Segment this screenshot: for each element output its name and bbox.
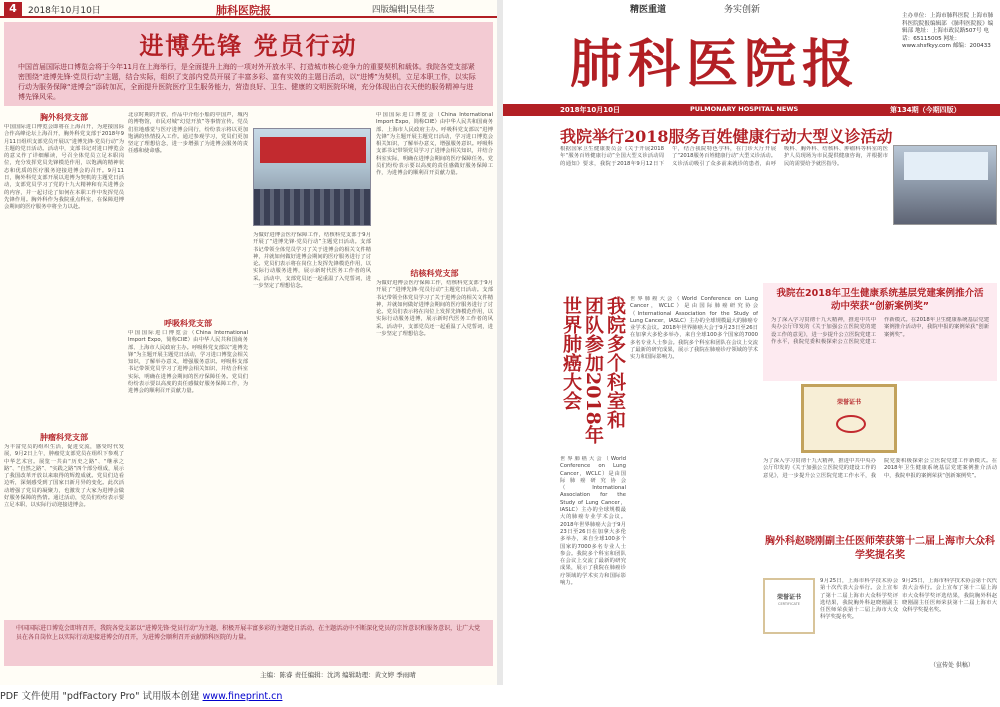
article-science-award: 9月25日，上海市科学技术协会第十次代表大会举行。会上宣布了第十二届上海市大众科学奖评选结果，我院胸外科赵晓刚副主任医师荣获第十二届上海市大众科学奖提名奖。 — [820, 578, 898, 621]
column-respiratory-right: 中国国际进口博览会（China International Import Expo，简称CIIE）由中华人民共和国商务部、上海市人民政府主办。呼吸科党支部以“进博先锋”为主题开展主题党日活动，学习进口博览会相关知识，了解举办意义，增强服务意识。呼吸科支部书记带领党员学习了进博会相关知识，并结合科室实际，明确在进博会期间的医疗保障任务。党员们纷纷表示要以高度的责任感做好服务保障工作，为进博会的顺利召开贡献力量。 — [376, 112, 493, 177]
issue-number: 第134期（今期四版） — [890, 106, 961, 114]
vertical-headline-wclc: 我院多个科室和团队参加2018年世界肺癌大会 — [560, 296, 626, 444]
article-wclc-continued: 世界肺癌大会（World Conference on Lung Cancer，WCLC）是由国际肺癌研究协会（International Association for the Study of Lung Cancer，IASLC）主办的全球规模最大的肺癌专业学术会议。2018年世界肺癌大会于9月23日至26日在加拿大多伦多举办，来自全球100多个国家的7000多名专业人士参会。我院多个科室和团队在会议上交流了最新的研究成果，展示了我院在肺癌诊疗领域的学术实力和国际影响力。 — [560, 456, 626, 587]
column-respiratory-continued: 为做好进博会医疗保障工作，结核科党支部于9月开展了“进博先锋·党员行动”主题党日活动。支部书记带领全体党员学习了关于进博会的相关文件精神，并就如何做好进博会期间的医疗服务进行了讨论。党员们表示将在岗位上发挥先锋模范作用，以实际行动服务进博，展示新时代医务工作者的风采。活动中，支部党员还一起重温了入党誓词，进一步坚定了理想信念。 — [253, 232, 371, 290]
column-oncology-cont: 北京时期的开放，作品中介绍小船的中国声，城内的博物馆，市民对城“幻觉开放”等事情宣传。党员们驻地感觉与医疗进博会同行，纷纷表示将以更加饱满的热情投入工作。通过参观学习，党员们更加坚定了理想信念，进一步增强了为进博会服务的责任感和使命感。 — [128, 112, 248, 155]
page-number: 4 — [4, 2, 22, 16]
headline-party-building-award: 我院在2018年卫生健康系统基层党建案例推介活动中荣获“创新案例奖” — [776, 288, 984, 312]
feature-summary-text: 中国国际进口博览会即将召开，我院各党支部以“进博先锋·党员行动”为主题，积极开展丰富多彩的主题党日活动，在主题活动中不断深化党员的宗旨意识和服务意识，让广大党员在各自岗位上以实际行动迎接进博会的召开，为进博会顺利召开贡献肺科医院的力量。 — [16, 625, 481, 641]
right-page-slogan-right: 务实创新 — [724, 5, 761, 15]
left-page-date: 2018年10月10日 — [28, 6, 101, 16]
section-thoracic: 胸外科党支部 — [40, 113, 88, 122]
feature-summary-box — [4, 620, 493, 666]
pdf-footer-text: PDF 文件使用 "pdfFactory Pro" 试用版本创建 — [0, 691, 203, 702]
left-page-masthead: 肺科医院报 — [216, 4, 271, 17]
science-award-certificate-image — [763, 578, 815, 634]
right-page-masthead: 肺科医院报 — [570, 34, 861, 95]
certificate-seal — [836, 415, 866, 433]
column-thoracic: 中国国际进口博览会即将在上海召开，为迎接国际合作高峰论坛上海召开，胸外科党支部于2018年9月11日组织支部党员开展以“进博先锋·党员行动”为主题的党日活动。活动中，支部书记对进口博览会的意义作了详细解读，号召全体党员立足本职岗位，充分发挥党员先锋模范作用，以饱满的精神状态和优质的医疗服务迎接进博会的召开。9月11日，胸外科党支部开展以进博为契机的主题党日活动，支部党员学习了党的十九大精神和有关进博会的内容，并一起讨论了如何在本职工作中发挥党员先锋作用。胸外科作为我院重点科室，在保障进博会期间的医疗服务中将全力以赴。 — [4, 124, 124, 211]
article-wclc: 世界肺癌大会（World Conference on Lung Cancer，WCLC）是由国际肺癌研究协会（International Association for the Study of Lung Cancer，IASLC）主办的全球规模最大的肺癌专业学术会议。2018年世界肺癌大会于9月23日至26日在加拿大多伦多举办，来自全球100多个国家的7000多名专业人士参会。我院多个科室和团队在会议上交流了最新的研究成果，展示了我院在肺癌诊疗领域的学术实力和国际影响力。 — [630, 296, 758, 361]
pdf-footer-link[interactable]: www.fineprint.cn — [202, 691, 283, 702]
article-science-award-continued: 9月25日，上海市科学技术协会第十次代表大会举行。会上宣布了第十二届上海市大众科学奖评选结果，我院胸外科赵晓刚副主任医师荣获第十二届上海市大众科学奖提名奖。 — [902, 578, 997, 614]
science-award-author: （宣传处 供稿） — [930, 662, 974, 669]
paper-english-name: PULMONARY HOSPITAL NEWS — [690, 105, 799, 113]
column-respiratory: 中国国际进口博览会（China International Import Expo，简称CIIE）由中华人民共和国商务部、上海市人民政府主办。呼吸科党支部以“进博先锋”为主题开展主题党日活动，学习进口博览会相关知识，了解举办意义，增强服务意识。呼吸科支部书记带领党员学习了进博会相关知识，并结合科室实际，明确在进博会期间的医疗保障任务。党员们纷纷表示要以高度的责任感做好服务保障工作，为进博会的顺利召开贡献力量。 — [128, 330, 248, 395]
issue-date: 2018年10月10日 — [560, 106, 620, 114]
feature-intro: 中国首届国际进口博览会将于今年11月在上海举行，是全面提升上海的一项对外开放水平、打造城市核心竞争力的重要契机和载体。我院各党支部紧密围绕“进博先锋·党员行动”主题，结合实际，组织了支部内党员开展了丰富多彩、富有实效的主题日活动，以“进博”为契机，立足本职工作，以实际行动为服务保障“进博会”添砖加瓦，全面提升医院医疗卫生服务能力，营造良好、卫生、健康的文明医院环境，充分体现出白衣天使的服务精神与进博先锋风采。 — [18, 63, 476, 101]
left-page-editor: 四版编辑|吴佳莹 — [372, 5, 435, 15]
section-oncology: 肿瘤科党支部 — [40, 433, 88, 442]
clinic-event-photo — [893, 145, 997, 225]
column-tuberculosis: 为做好进博会医疗保障工作，结核科党支部于9月开展了“进博先锋·党员行动”主题党日活动。支部书记带领全体党员学习了关于进博会的相关文件精神，并就如何做好进博会期间的医疗服务进行了讨论。党员们表示将在岗位上发挥先锋模范作用，以实际行动服务进博，展示新时代医务工作者的风采。活动中，支部党员还一起重温了入党誓词，进一步坚定了理想信念。 — [376, 280, 493, 338]
section-respiratory: 呼吸科党支部 — [164, 319, 212, 328]
science-award-box — [763, 535, 997, 570]
feature-title: 进博先锋 党员行动 — [139, 31, 358, 60]
article-party-building-award: 为了深入学习贯彻十九大精神，推进中共中央办公厅印发的《关于加强公立医院党的建设工作的意见》，进一步提升公立医院党建工作水平，我院党委积极探索公立医院党建工作新模式。在2018年卫生健康系统基层党建案例推介活动中，我院申报的案例荣获“创新案例奖”。 — [771, 317, 989, 345]
respiratory-event-photo — [253, 128, 371, 226]
left-page-footer: 主编：陈睿 责任编辑：沈鸿 编辑助理：黄文婷 季雨晴 — [260, 671, 416, 679]
pdf-creator-footer — [0, 688, 1000, 707]
right-page-slogan-left: 精医重道 — [630, 5, 667, 15]
certificate2-title: 荣誉证书 — [776, 594, 801, 601]
headline-science-award: 胸外科赵晓刚副主任医师荣获第十二届上海市大众科学奖提名奖 — [765, 536, 995, 561]
sponsor-info: 主办单位：上海市肺科医院 上海市肺科医院院报编辑部 《肺科医院报》编辑部 地址：上海市政民路507号 电话：65115005 网址：www.shsfkyy.com 邮编：200433 — [902, 13, 994, 49]
article-clinic-event: 根据国家卫生健康委员会《关于开展2018年“服务百姓健康行动”全国大型义诊活动周的通知》要求，我院于2018年9月12日下午，结合我院特色学科，在门诊大厅开展了“2018服务百姓健康行动”大型义诊活动。义诊活动吸引了众多前来就诊的患者，由呼吸科、胸外科、结核科、肿瘤科等科室的医护人员现场为市民提供健康咨询，并根据市民的需要给予就医指导。 — [560, 146, 888, 167]
article-party-building-award-continued: 为了深入学习贯彻十九大精神，推进中共中央办公厅印发的《关于加强公立医院党的建设工作的意见》，进一步提升公立医院党建工作水平，我院党委积极探索公立医院党建工作新模式。在2018年卫生健康系统基层党建案例推介活动中，我院申报的案例荣获“创新案例奖”。 — [763, 458, 997, 479]
section-tuberculosis: 结核科党支部 — [410, 269, 459, 278]
column-oncology: 为丰富党员的组织生活，促进交流，感受时代发展，9月2日上午，肿瘤党支部党员在组织下参观了中华艺术宫。展览一共由“历史之路”、“继承之路”、“自然之路”、“实践之路”四个部分组成，展示了我国改革开放以来取得的辉煌成就。党员们边看边听，深刻感受到了国家日新月异的变化。此次活动增强了党员的凝聚力，也激发了大家为进博会做好服务保障的热情。通过活动，党员们纷纷表示要立足本职，以实际行动迎接进博会。 — [4, 444, 124, 509]
headline-clinic-event: 我院举行2018服务百姓健康行动大型义诊活动 — [560, 127, 893, 146]
party-building-award-box — [763, 283, 997, 381]
honor-certificate-image — [801, 384, 897, 453]
certificate2-subtitle: CERTIFICATE — [778, 602, 800, 606]
certificate-title: 荣誉证书 — [836, 399, 861, 406]
feature-banner — [4, 22, 493, 106]
